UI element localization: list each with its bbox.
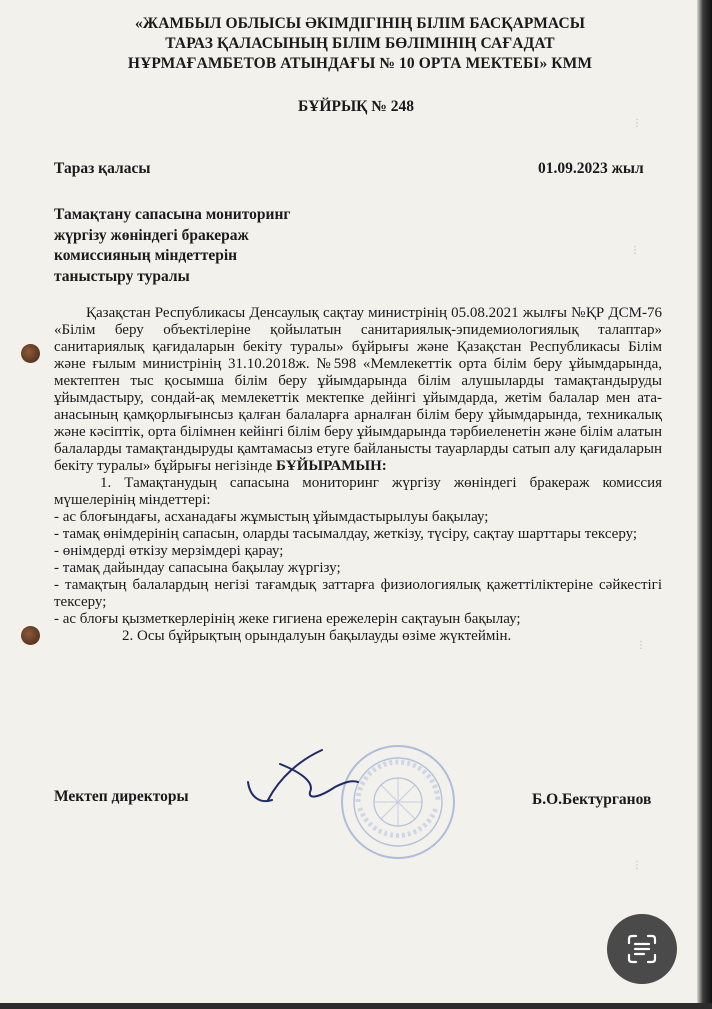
order-subject: [54, 205, 374, 287]
order-title: БҰЙРЫҚ № 248: [297, 98, 414, 115]
preamble-paragraph: [54, 305, 662, 475]
page-edge-shadow: [697, 0, 712, 1009]
signer-name: Б.О.Бектурганов: [532, 791, 652, 808]
margin-mark: ⋮: [632, 860, 642, 871]
duty-item: - тамақ өнімдерінің сапасын, оларды тасымалдау, жеткізу, түсіру, сақтау шарттары тексеру;: [54, 526, 638, 542]
document-body: [54, 305, 662, 645]
margin-mark: ⋮: [630, 245, 640, 256]
binder-hole: [21, 626, 40, 645]
duty-item: - ас блоғындағы, асханадағы жұмыстың ұйымдастырылуы бақылау;: [54, 509, 489, 525]
duty-item: - ас блоғы қызметкерлерінің жеке гигиена ережелерін сақтауын бақылау;: [54, 611, 521, 627]
preamble-text: Қазақстан Республикасы Денсаулық сақтау министрінің 05.08.2021 жылғы №ҚР ДСМ-76 «Білім беру объектілеріне қойылатын санитариялық-эпидемиологиялық талаптар» санитариялық қағидаларын бекіту туралы» бұйрығы және Қазақстан Республикасы Білім және ғылым министрінің 31.10.2018ж. №598 «Мемлекеттік орта білім беру ұйымдарында, мектептен тыс қосымша білім беру ұйымдарында білім алушыларды тамақтандыруды ұйымдастыру, сондай-ақ мемлекеттік мектепке дейінгі ұйымдарда, жетім балалар мен ата-анасының қамқорлығынсыз қалған балаларға арналған білім беру ұйымдарында, техникалық және кәсіптік, орта білімнен кейінгі білім беру ұйымдарында тәрбиеленетін және білім алатын балаларды тамақтандыруды қамтамасыз етуге байланысты тауарларды сатып алу қағидаларын бекіту туралы» бұйрығы негізінде: [54, 305, 662, 474]
city: Тараз қаласы: [54, 160, 151, 177]
text-scan-icon: [627, 934, 657, 964]
header-line-2: ТАРАЗ ҚАЛАСЫНЫҢ БІЛІМ БӨЛІМІНІҢ САҒАДАТ: [165, 35, 555, 52]
document-date: 01.09.2023 жыл: [538, 160, 644, 177]
subject-line: таныстыру туралы: [54, 267, 190, 285]
document-header: [60, 14, 660, 74]
subject-line: комиссияның міндеттерін: [54, 247, 238, 264]
header-line-1: «ЖАМБЫЛ ОБЛЫСЫ ӘКІМДІГІНІҢ БІЛІМ БАСҚАРМАСЫ: [134, 15, 586, 32]
duty-item: - тамақ дайындау сапасына бақылау жүргізу;: [54, 560, 341, 576]
bottom-strip: [0, 1003, 712, 1009]
margin-mark: ⋮: [632, 118, 642, 129]
margin-mark: ⋮: [636, 640, 646, 651]
header-line-3: НҰРМАҒАМБЕТОВ АТЫНДАҒЫ № 10 ОРТА МЕКТЕБІ» КММ: [127, 55, 593, 72]
order-word: БҰЙЫРАМЫН:: [276, 458, 387, 474]
duty-item: - өнімдерді өткізу мерзімдері қарау;: [54, 543, 284, 559]
point-1: 1. Тамақтанудың сапасына мониторинг жүргізу жөніндегі бракераж комиссия мүшелерінің міндеттері:: [54, 475, 662, 508]
duty-item: - тамақтың балалардың негізі тағамдық заттарға физиологиялық қажеттіліктеріне сәйкестігі тексеру;: [54, 577, 662, 610]
text-scan-button[interactable]: [607, 914, 677, 984]
signer-title: Мектеп директоры: [54, 788, 189, 805]
subject-line: жүргізу жөніндегі бракераж: [54, 226, 249, 244]
director-signature: [240, 742, 370, 812]
subject-line: Тамақтану сапасына мониторинг: [54, 206, 291, 223]
binder-hole: [21, 344, 40, 363]
point-2: 2. Осы бұйрықтың орындалуын бақылауды өзіме жүктеймін.: [122, 628, 512, 644]
